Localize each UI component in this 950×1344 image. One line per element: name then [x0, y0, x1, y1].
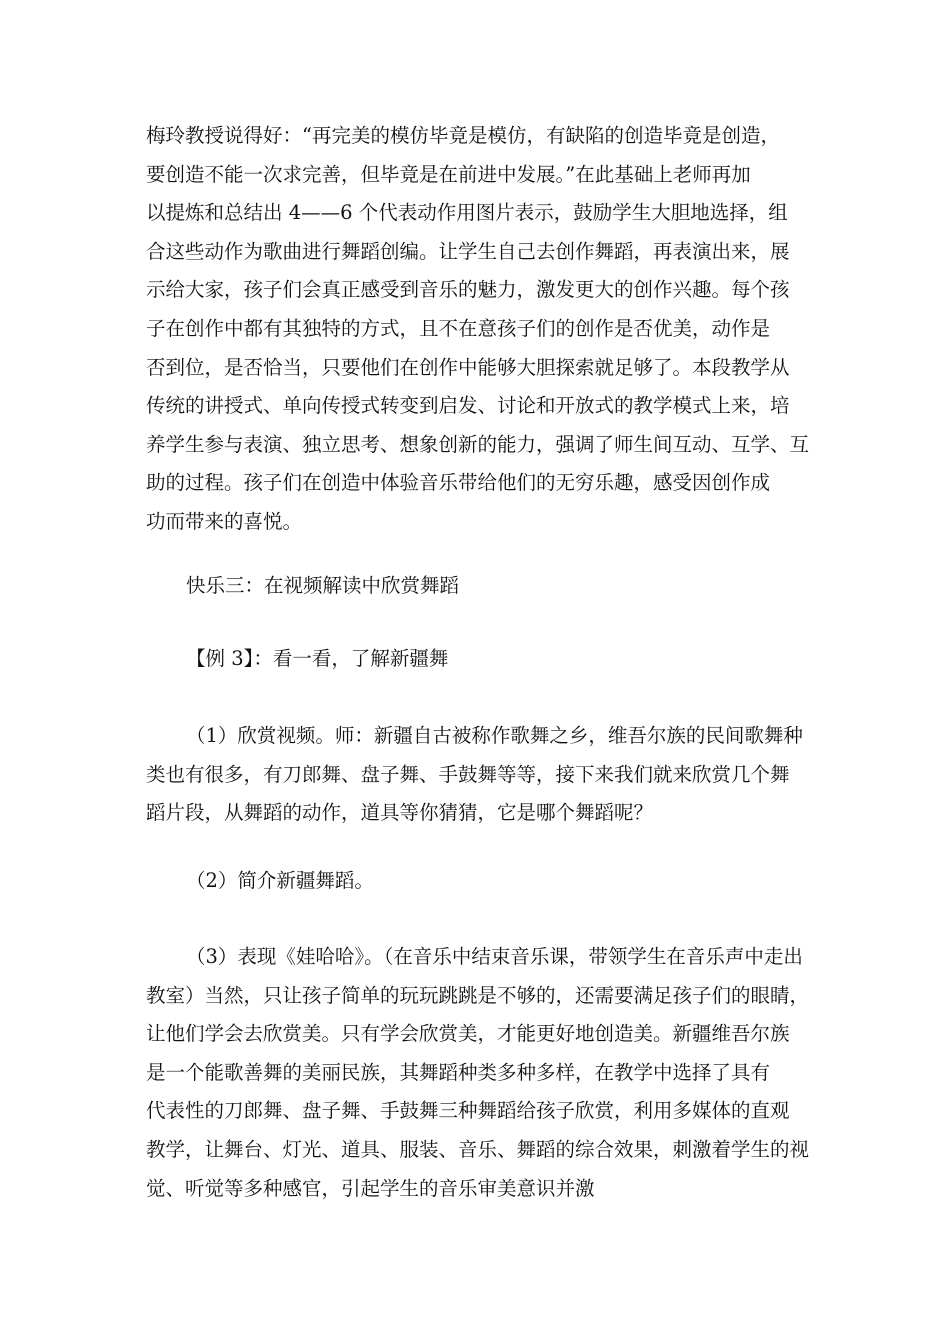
text-line: 养学生参与表演、独立思考、想象创新的能力，强调了师生间互动、互学、互 [146, 432, 810, 456]
text-line: 是一个能歌善舞的美丽民族，其舞蹈种类多种多样，在教学中选择了具有 [146, 1060, 771, 1084]
paragraph-3 [146, 862, 814, 901]
text-line: 蹈片段，从舞蹈的动作，道具等你猜猜，它是哪个舞蹈呢？ [146, 801, 654, 825]
text-line: 教学，让舞台、灯光、道具、服装、音乐、舞蹈的综合效果，刺激着学生的视 [146, 1137, 810, 1161]
text-line: 类也有很多，有刀郎舞、盘子舞、手鼓舞等等，接下来我们就来欣赏几个舞 [146, 762, 790, 786]
example-heading [146, 640, 814, 679]
section-heading [146, 567, 814, 606]
text-line: 代表性的刀郎舞、盘子舞、手鼓舞三种舞蹈给孩子欣赏，利用多媒体的直观 [146, 1099, 790, 1123]
text-line: 示给大家，孩子们会真正感受到音乐的魅力，激发更大的创作兴趣。每个孩 [146, 278, 790, 302]
text-line: 助的过程。孩子们在创造中体验音乐带给他们的无穷乐趣，感受因创作成 [146, 471, 771, 495]
text-line: 让他们学会去欣赏美。只有学会欣赏美，才能更好地创造美。新疆维吾尔族 [146, 1022, 790, 1046]
paragraph-1 [146, 117, 814, 542]
text-line: 子在创作中都有其独特的方式，且不在意孩子们的创作是否优美，动作是 [146, 316, 771, 340]
text-line: 觉、听觉等多种感官，引起学生的音乐审美意识并激 [146, 1176, 595, 1200]
text-line: 要创造不能一次求完善，但毕竟是在前进中发展。”在此基础上老师再加 [146, 162, 751, 186]
text-line: 梅玲教授说得好：“再完美的模仿毕竟是模仿，有缺陷的创造毕竟是创造， [146, 124, 780, 147]
text-line: （2）简介新疆舞蹈。 [186, 869, 374, 892]
text-line: 传统的讲授式、单向传授式转变到启发、讨论和开放式的教学模式上来，培 [146, 394, 790, 418]
text-line: 教室）当然，只让孩子简单的玩玩跳跳是不够的，还需要满足孩子们的眼睛， [146, 983, 810, 1007]
text-line: 快乐三：在视频解读中欣赏舞蹈 [186, 574, 460, 597]
text-line: 功而带来的喜悦。 [146, 509, 303, 533]
text-line: （3）表现《娃哈哈》。（在音乐中结束音乐课，带领学生在音乐声中走出 [186, 945, 803, 968]
paragraph-4 [146, 938, 814, 1208]
paragraph-2 [146, 717, 814, 833]
text-line: 合这些动作为歌曲进行舞蹈创编。让学生自己去创作舞蹈，再表演出来，展 [146, 239, 790, 263]
text-line: 【例 3】：看一看，了解新疆舞 [186, 647, 449, 670]
text-line: 以提炼和总结出 4——6 个代表动作用图片表示，鼓励学生大胆地选择，组 [146, 201, 788, 225]
text-line: （1）欣赏视频。师：新疆自古被称作歌舞之乡，维吾尔族的民间歌舞种 [186, 724, 803, 747]
text-line: 否到位，是否恰当，只要他们在创作中能够大胆探索就足够了。本段教学从 [146, 355, 790, 379]
